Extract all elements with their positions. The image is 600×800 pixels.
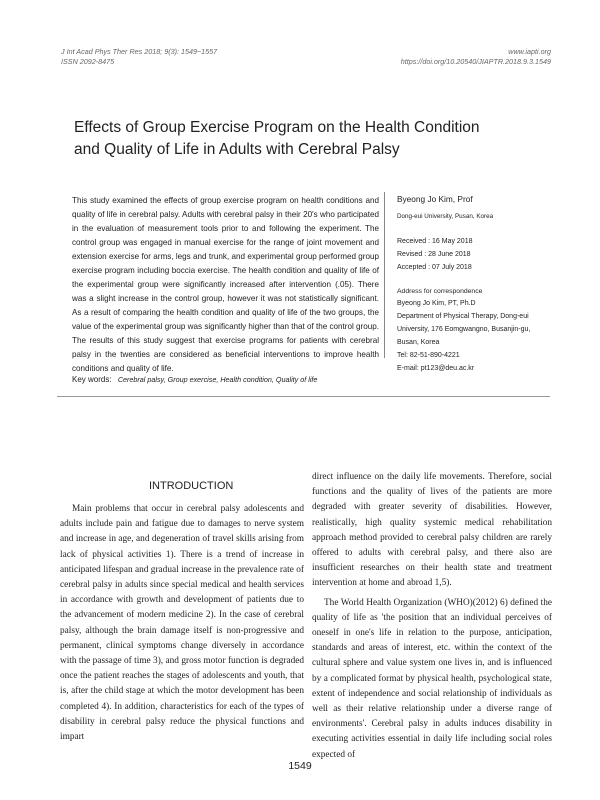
correspondence-email[interactable]: E-mail: pt123@deu.ac.kr [397, 365, 475, 372]
intro-paragraph-1: Main problems that occur in cerebral palsy adolescents and adults include pain and fatigue due to damages to nerve system and increase in age, and degeneration of travel skills arising from lack of physical activities 1). There is a trend of increase in anticipated lifespan and gradual increase in the prevalence rate of cerebral palsy in adults since special medical and health services in accordance with growth and development of patients due to the advancement of modern medicine 2). In the case of cerebral palsy, although the brain damage itself is non-progressive and permanent, clinical symptoms change diversely in accordance with the passage of time 3), and gross motor function is degraded once the patient reaches the stages of adolescents and youth, that is, after the child stage at which the motor development has been completed 4). In addition, characteristics for each of the types of disability in cerebral palsy reduce the physical functions and impart [60, 504, 304, 743]
correspondence-dept: Department of Physical Therapy, Dong-eui [397, 313, 529, 320]
author-name: Byeong Jo Kim, Prof [397, 194, 473, 204]
intro-paragraph-2: The World Health Organization (WHO)(2012) 6) defined the quality of life as 'the position that an individual perceives of oneself in one's life in relation to the purpose, anticipation, standards and areas of interest, etc. within the context of the cultural sphere and value system one lives in, and is influenced by a complicated format by physical health, psychological state, extent of independence and social relationship of individuals as well as their relative relationship under a diverse range of environments'. Cerebral palsy in adults induces disability in executing activities essential in daily life including social roles expected of [312, 597, 552, 760]
journal-issn: ISSN 2092-8475 [61, 57, 115, 66]
correspondence-address [397, 297, 557, 375]
section-heading: INTRODUCTION [149, 480, 234, 492]
intro-paragraph-continued: direct influence on the daily life movements. Therefore, social functions and the quality of lives of the patients are more degraded with greater severity of disabilities. However, realistically, high quality systemic medical rehabilitation approach method provided to cerebral palsy children are rarely offered to adults with cerebral palsy, and there also are insufficient researches on their health state and treatment intervention at home and abroad 1,5). [312, 472, 552, 589]
keywords-value: Cerebral palsy, Group exercise, Health condition, Quality of life [117, 375, 318, 384]
journal-header-right [401, 47, 551, 67]
correspondence-addr2: Busan, Korea [397, 339, 440, 346]
title-line-1: Effects of Group Exercise Program on the Health Condition [74, 119, 480, 136]
correspondence-addr1: University, 176 Eomgwangno, Busanjin-gu, [397, 326, 531, 333]
intro-left-column [60, 502, 304, 745]
intro-right-column [312, 470, 552, 763]
keywords [72, 374, 317, 385]
received-date: Received : 16 May 2018 [397, 238, 473, 245]
correspondence-heading: Address for correspondence [397, 288, 483, 295]
title-line-2: and Quality of Life in Adults with Cerebral Palsy [74, 141, 400, 158]
abstract: This study examined the effects of group exercise program on health conditions and quality of life in cerebral palsy. Adults with cerebral palsy in their 20's who participated in the evaluation of measurement tools prior to and following the experiment. The control group was engaged in manual exercise for the range of joint movement and extension exercise for arms, legs and trunk, and experimental group performed group exercise program including boccia exercise. The health condition and quality of life of the experimental group were significantly increased after intervention (.05). There was a slight increase in the control group, however it was not statistically significant. As a result of comparing the health condition and quality of life of the two groups, the value of the experimental group was significantly higher than that of the control group. The results of this study suggest that exercise programs for patients with cerebral palsy in the twenties are considered as beneficial interventions to improve health conditions and quality of life. [72, 196, 379, 373]
article-info [397, 194, 557, 375]
accepted-date: Accepted : 07 July 2018 [397, 264, 472, 271]
page-number: 1549 [288, 760, 312, 772]
revised-date: Revised : 28 June 2018 [397, 251, 471, 258]
section-divider [57, 396, 550, 397]
journal-header-left [61, 47, 217, 67]
author-affiliation: Dong-eui University, Pusan, Korea [397, 213, 494, 220]
journal-url[interactable]: www.iapti.org [508, 47, 551, 56]
article-doi[interactable]: https://doi.org/10.20540/JIAPTR.2018.9.3.1549 [400, 57, 551, 66]
column-divider [384, 192, 385, 358]
correspondence-tel: Tel: 82-51-890-4221 [397, 352, 460, 359]
keywords-label: Key words: [72, 375, 112, 384]
article-title [74, 117, 554, 161]
correspondence-name: Byeong Jo Kim, PT, Ph.D [397, 300, 476, 307]
article-dates [397, 235, 557, 274]
journal-citation: J Int Acad Phys Ther Res 2018; 9(3): 1549~1557 [61, 47, 218, 56]
